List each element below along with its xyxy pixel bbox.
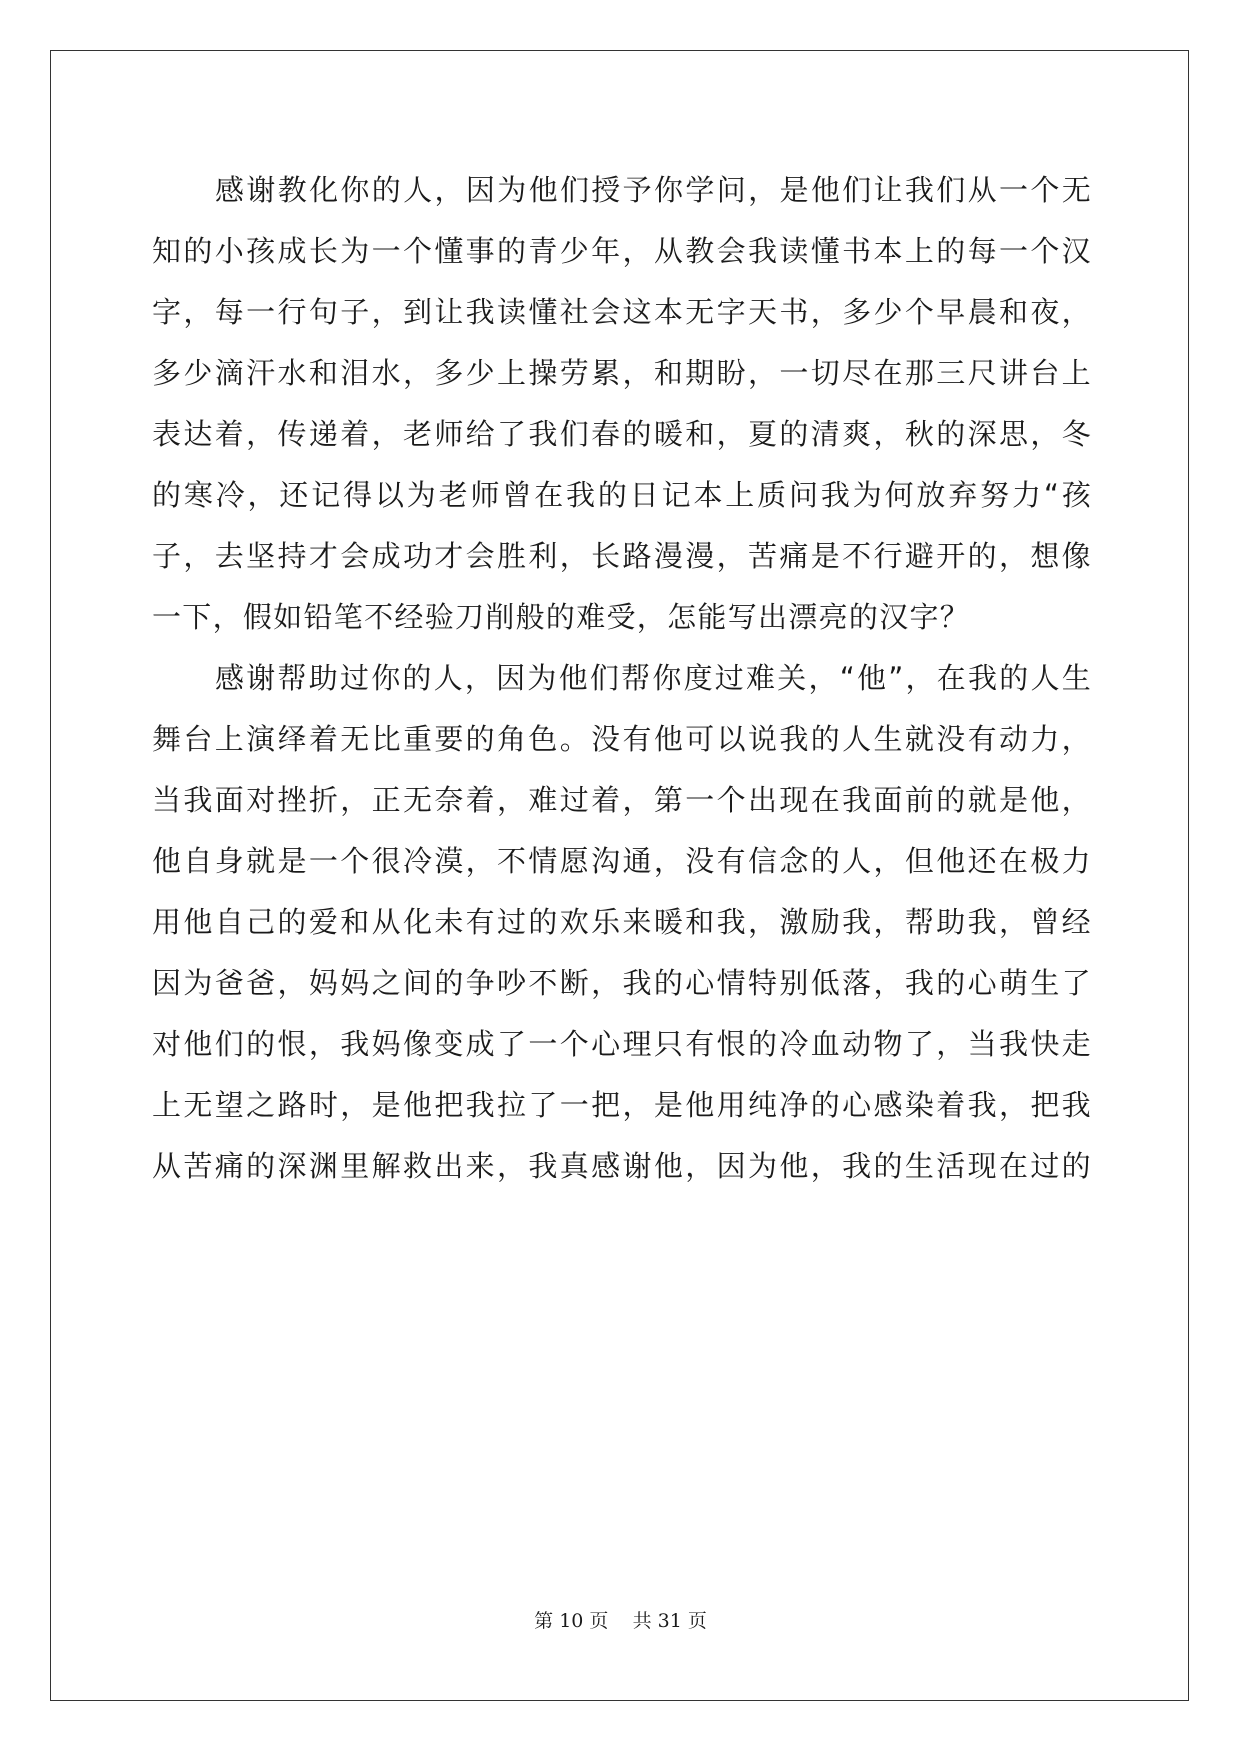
paragraph-2-line-1: 感谢帮助过你的人，因为他们帮你度过难关，“他”，在我的人生 (215, 661, 1092, 695)
paragraph-2-line-3: 当我面对挫折，正无奈着，难过着，第一个出现在我面前的就是他， (152, 783, 1092, 817)
paragraph-1-line-8: 一下，假如铅笔不经验刀削般的难受，怎能写出漂亮的汉字？ (152, 600, 971, 634)
paragraph-2-line-2: 舞台上演绎着无比重要的角色。没有他可以说我的人生就没有动力， (152, 722, 1092, 756)
paragraph-2-line-5: 用他自己的爱和从化未有过的欢乐来暖和我，激励我，帮助我，曾经 (152, 905, 1092, 939)
page-number-footer: 第 10 页 共 31 页 (534, 1610, 707, 1632)
paragraph-1-line-5: 表达着，传递着，老师给了我们春的暖和，夏的清爽，秋的深思，冬 (152, 417, 1092, 451)
paragraph-1-line-3: 字，每一行句子，到让我读懂社会这本无字天书，多少个早晨和夜， (152, 295, 1092, 329)
paragraph-2-line-7: 对他们的恨，我妈像变成了一个心理只有恨的冷血动物了，当我快走 (152, 1027, 1092, 1061)
body-text (152, 160, 1092, 1197)
paragraph-1-line-2: 知的小孩成长为一个懂事的青少年，从教会我读懂书本上的每一个汉 (152, 234, 1092, 268)
paragraph-2-line-4: 他自身就是一个很冷漠，不情愿沟通，没有信念的人，但他还在极力 (152, 844, 1092, 878)
paragraph-2-line-6: 因为爸爸，妈妈之间的争吵不断，我的心情特别低落，我的心萌生了 (152, 966, 1092, 1000)
paragraph-1-line-7: 子，去坚持才会成功才会胜利，长路漫漫，苦痛是不行避开的，想像 (152, 539, 1092, 573)
paragraph-2-line-9: 从苦痛的深渊里解救出来，我真感谢他，因为他，我的生活现在过的 (152, 1149, 1092, 1183)
paragraph-1-line-6: 的寒冷，还记得以为老师曾在我的日记本上质问我为何放弃努力“孩 (152, 478, 1092, 512)
paragraph-1-line-4: 多少滴汗水和泪水，多少上操劳累，和期盼，一切尽在那三尺讲台上 (152, 356, 1092, 390)
paragraph-2-line-8: 上无望之路时，是他把我拉了一把，是他用纯净的心感染着我，把我 (152, 1088, 1092, 1122)
paragraph-1-line-1: 感谢教化你的人，因为他们授予你学问，是他们让我们从一个无 (215, 173, 1092, 207)
